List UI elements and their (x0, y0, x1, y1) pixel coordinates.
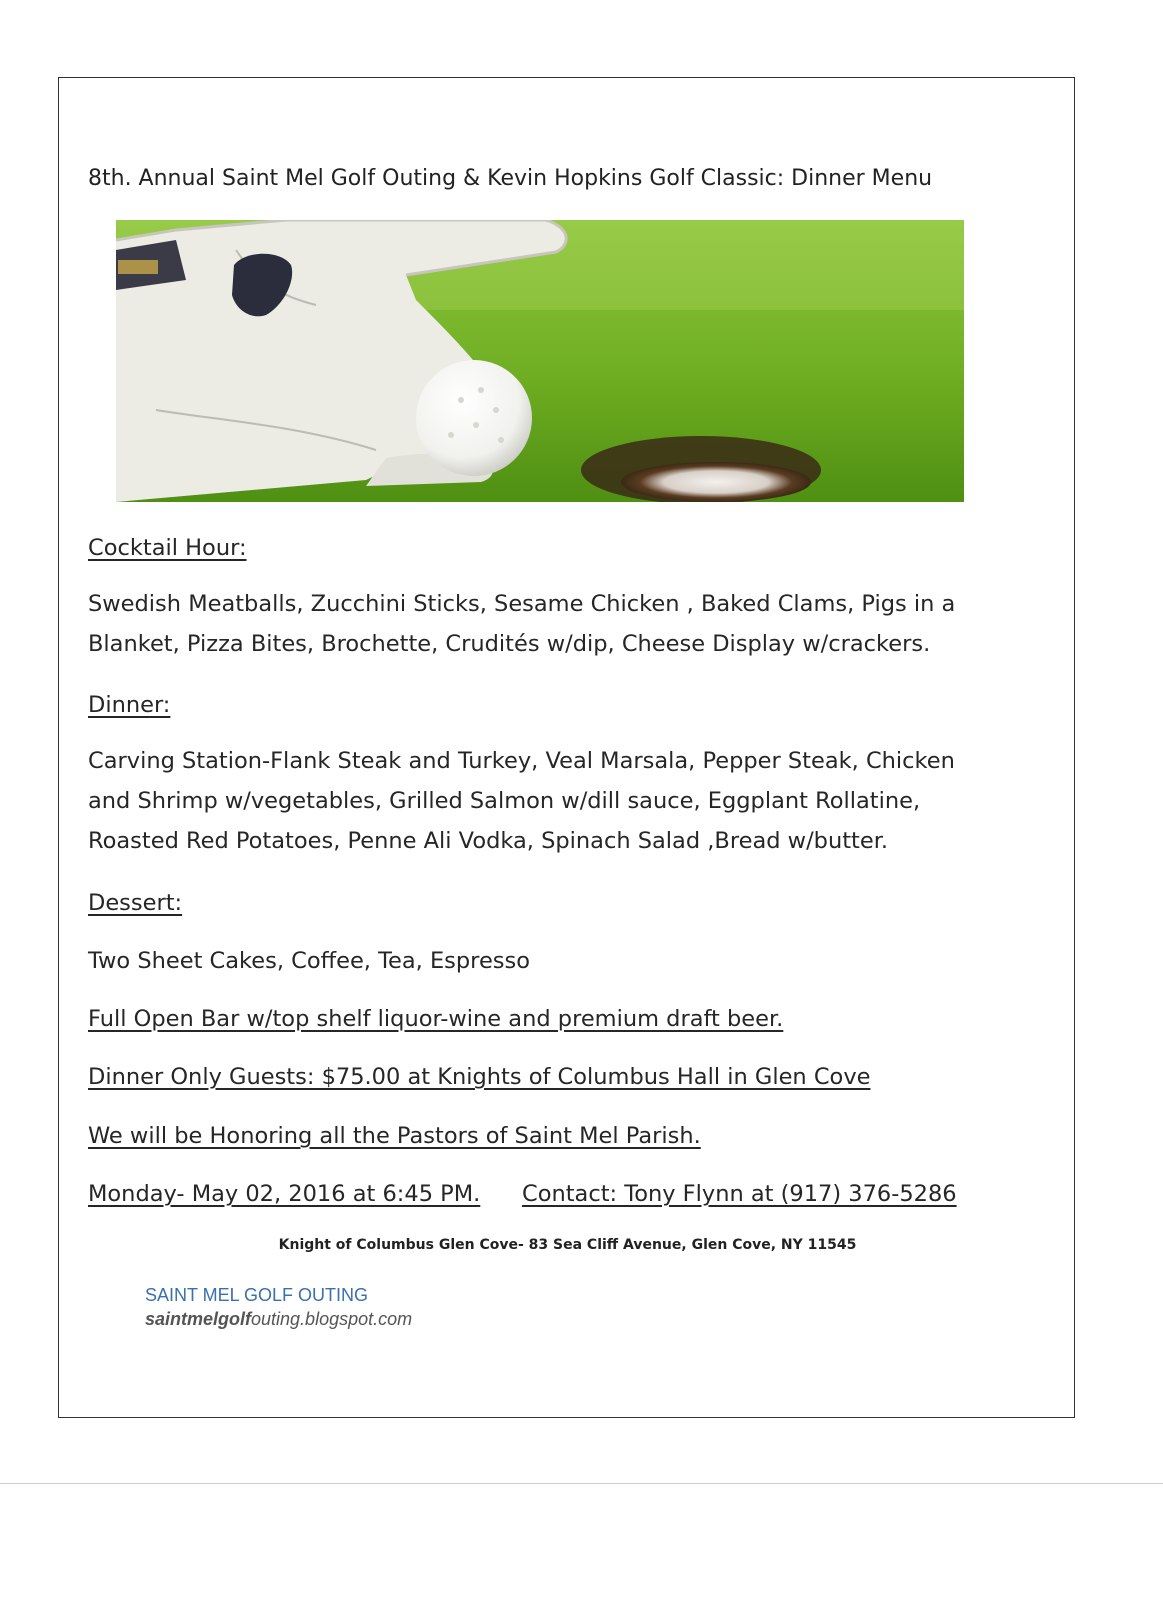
event-date: Monday- May 02, 2016 at 6:45 PM. (88, 1181, 481, 1207)
dinner-line: Carving Station-Flank Steak and Turkey, Veal Marsala, Pepper Steak, Chicken (88, 748, 955, 774)
honoring-note: We will be Honoring all the Pastors of Saint Mel Parish. (88, 1123, 701, 1149)
scan-edge-line (0, 1483, 1163, 1484)
venue-address: Knight of Columbus Glen Cove- 83 Sea Cliff Avenue, Glen Cove, NY 11545 (278, 1237, 857, 1253)
cocktail-heading: Cocktail Hour: (88, 535, 247, 561)
page-title: 8th. Annual Saint Mel Golf Outing & Kevin Hopkins Golf Classic: Dinner Menu (88, 166, 933, 191)
blog-url-bold: saintmelgolf (145, 1309, 252, 1329)
dinner-line: and Shrimp w/vegetables, Grilled Salmon w/dill sauce, Eggplant Rollatine, (88, 788, 921, 814)
blog-url-rest: outing.blogspot.com (251, 1309, 413, 1329)
blog-url[interactable] (145, 1309, 412, 1330)
dinner-line: Roasted Red Potatoes, Penne Ali Vodka, Spinach Salad ,Bread w/butter. (88, 828, 889, 854)
golf-glove-ball-hole-image (116, 220, 964, 502)
cocktail-items (88, 584, 955, 664)
cocktail-line: Swedish Meatballs, Zucchini Sticks, Sesame Chicken , Baked Clams, Pigs in a (88, 591, 956, 617)
open-bar-note: Full Open Bar w/top shelf liquor-wine and premium draft beer. (88, 1006, 784, 1032)
blog-title: SAINT MEL GOLF OUTING (145, 1285, 369, 1305)
contact-info: Contact: Tony Flynn at (917) 376-5286 (522, 1181, 957, 1207)
dessert-heading: Dessert: (88, 890, 183, 916)
dinner-guests-price: Dinner Only Guests: $75.00 at Knights of Columbus Hall in Glen Cove (88, 1064, 871, 1090)
dessert-items: Two Sheet Cakes, Coffee, Tea, Espresso (88, 948, 530, 974)
dinner-items (88, 741, 955, 861)
cocktail-line: Blanket, Pizza Bites, Brochette, Crudités w/dip, Cheese Display w/crackers. (88, 631, 931, 657)
dinner-heading: Dinner: (88, 692, 171, 718)
